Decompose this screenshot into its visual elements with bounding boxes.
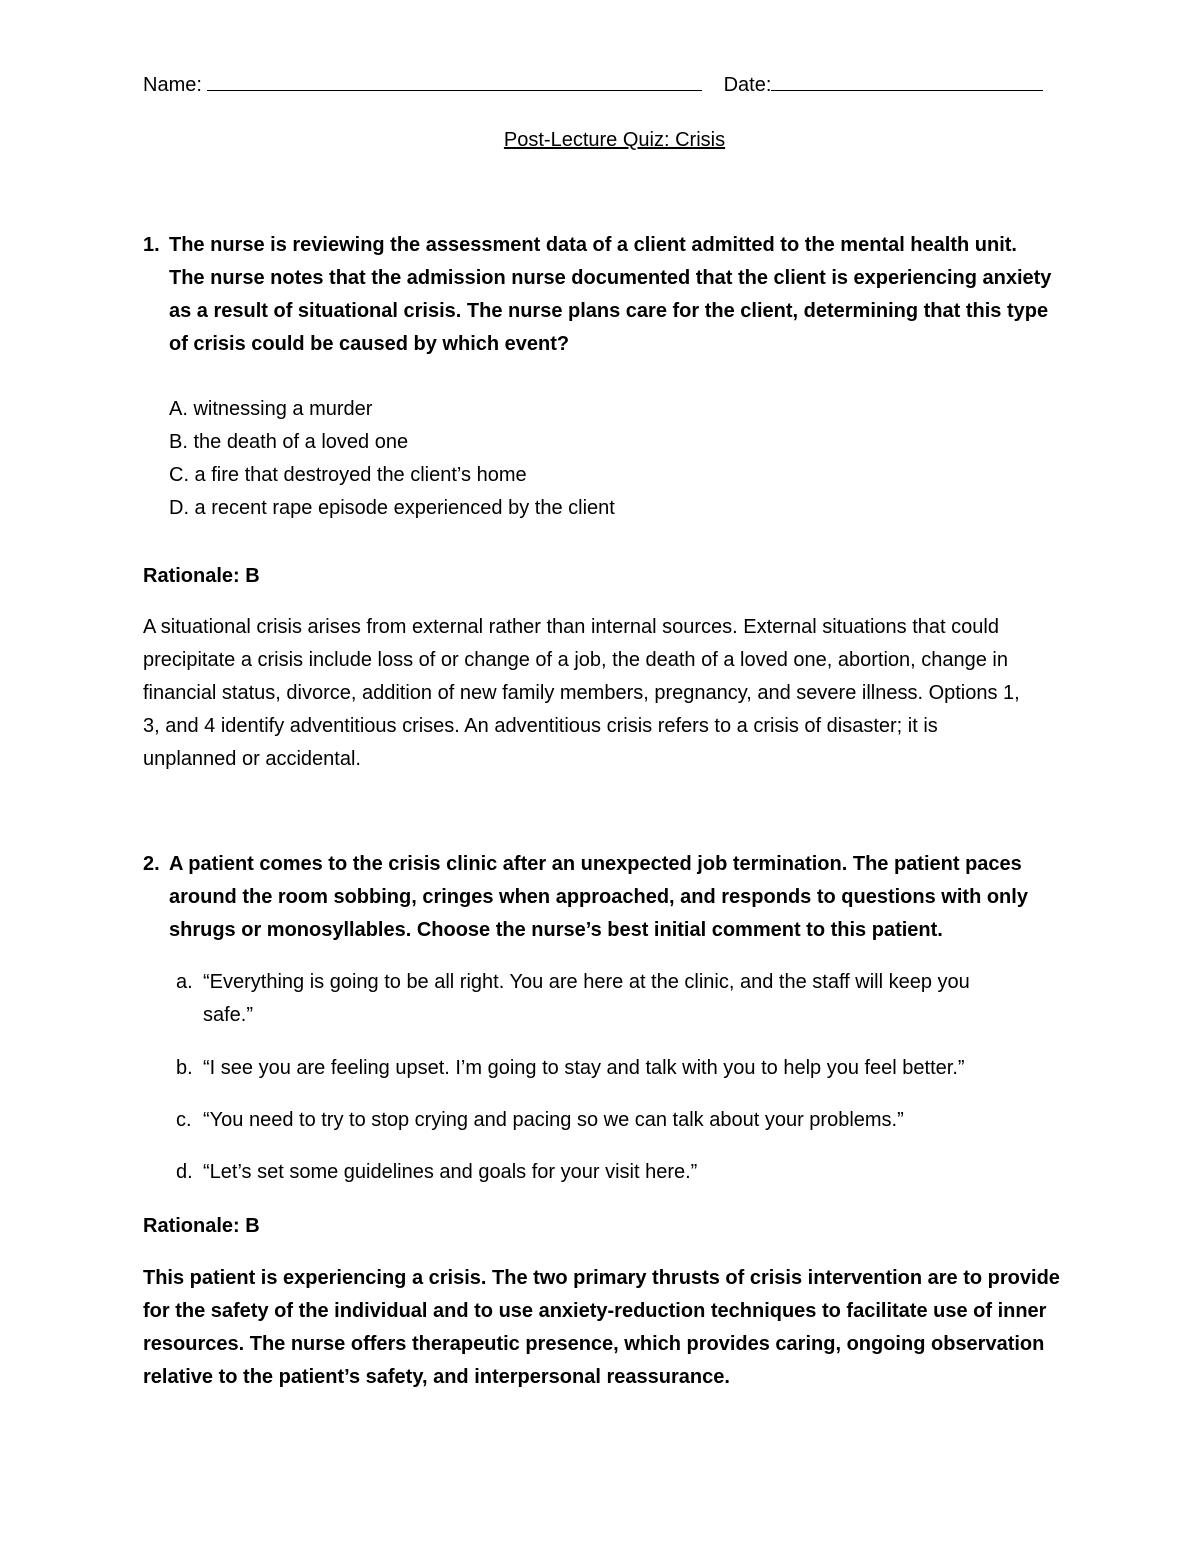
q2-option-a-letter: a. (176, 971, 193, 993)
q1-option-c: C. a fire that destroyed the client’s home (169, 464, 527, 486)
q2-option-d-text: “Let’s set some guidelines and goals for your visit here.” (203, 1161, 698, 1183)
name-label: Name: (143, 74, 202, 96)
page-title: Post-Lecture Quiz: Crisis (503, 129, 726, 151)
question-2-number: 2. (143, 853, 160, 875)
q1-rationale-line: financial status, divorce, addition of new family members, pregnancy, and severe illness. Options 1, (143, 682, 1020, 704)
name-date-row (143, 70, 1043, 100)
date-label: Date: (723, 74, 772, 96)
q2-rationale-line: relative to the patient’s safety, and interpersonal reassurance. (143, 1366, 730, 1388)
q1-rationale-label: Rationale: B (143, 565, 260, 587)
q2-rationale-line: for the safety of the individual and to use anxiety-reduction techniques to facilitate use of inner (143, 1300, 1047, 1322)
q2-option-b-text: “I see you are feeling upset. I’m going to stay and talk with you to help you feel better.” (203, 1057, 965, 1079)
date-field[interactable] (771, 70, 1043, 91)
question-1-line: The nurse notes that the admission nurse documented that the client is experiencing anxiety (169, 267, 1052, 289)
q1-rationale-line: 3, and 4 identify adventitious crises. An adventitious crisis refers to a crisis of disaster; it is (143, 715, 938, 737)
q1-rationale-line: A situational crisis arises from external rather than internal sources. External situations that could (143, 616, 999, 638)
q2-rationale-label: Rationale: B (143, 1215, 260, 1237)
q2-option-d-letter: d. (176, 1161, 193, 1183)
question-2-line: A patient comes to the crisis clinic after an unexpected job termination. The patient paces (169, 853, 1022, 875)
q2-rationale-line: resources. The nurse offers therapeutic presence, which provides caring, ongoing observation (143, 1333, 1045, 1355)
q2-option-c-letter: c. (176, 1109, 192, 1131)
question-1-line: The nurse is reviewing the assessment data of a client admitted to the mental health unit. (169, 234, 1017, 256)
q1-option-d: D. a recent rape episode experienced by the client (169, 497, 615, 519)
q1-option-a: A. witnessing a murder (169, 398, 373, 420)
question-1-line: of crisis could be caused by which event? (169, 333, 570, 355)
q1-option-b: B. the death of a loved one (169, 431, 409, 453)
q2-option-a-text: safe.” (203, 1004, 254, 1026)
q2-option-b-letter: b. (176, 1057, 193, 1079)
question-1-line: as a result of situational crisis. The nurse plans care for the client, determining that this type (169, 300, 1049, 322)
name-field[interactable] (207, 70, 702, 91)
q2-option-c-text: “You need to try to stop crying and pacing so we can talk about your problems.” (203, 1109, 904, 1131)
question-2-line: around the room sobbing, cringes when approached, and responds to questions with only (169, 886, 1028, 908)
q2-rationale-line: This patient is experiencing a crisis. The two primary thrusts of crisis intervention are to provide (143, 1267, 1060, 1289)
question-2-line: shrugs or monosyllables. Choose the nurse’s best initial comment to this patient. (169, 919, 943, 941)
question-1-number: 1. (143, 234, 160, 256)
q1-rationale-line: unplanned or accidental. (143, 748, 361, 770)
q1-rationale-line: precipitate a crisis include loss of or change of a job, the death of a loved one, abortion, change in (143, 649, 1008, 671)
q2-option-a-text: “Everything is going to be all right. You are here at the clinic, and the staff will keep you (203, 971, 970, 993)
